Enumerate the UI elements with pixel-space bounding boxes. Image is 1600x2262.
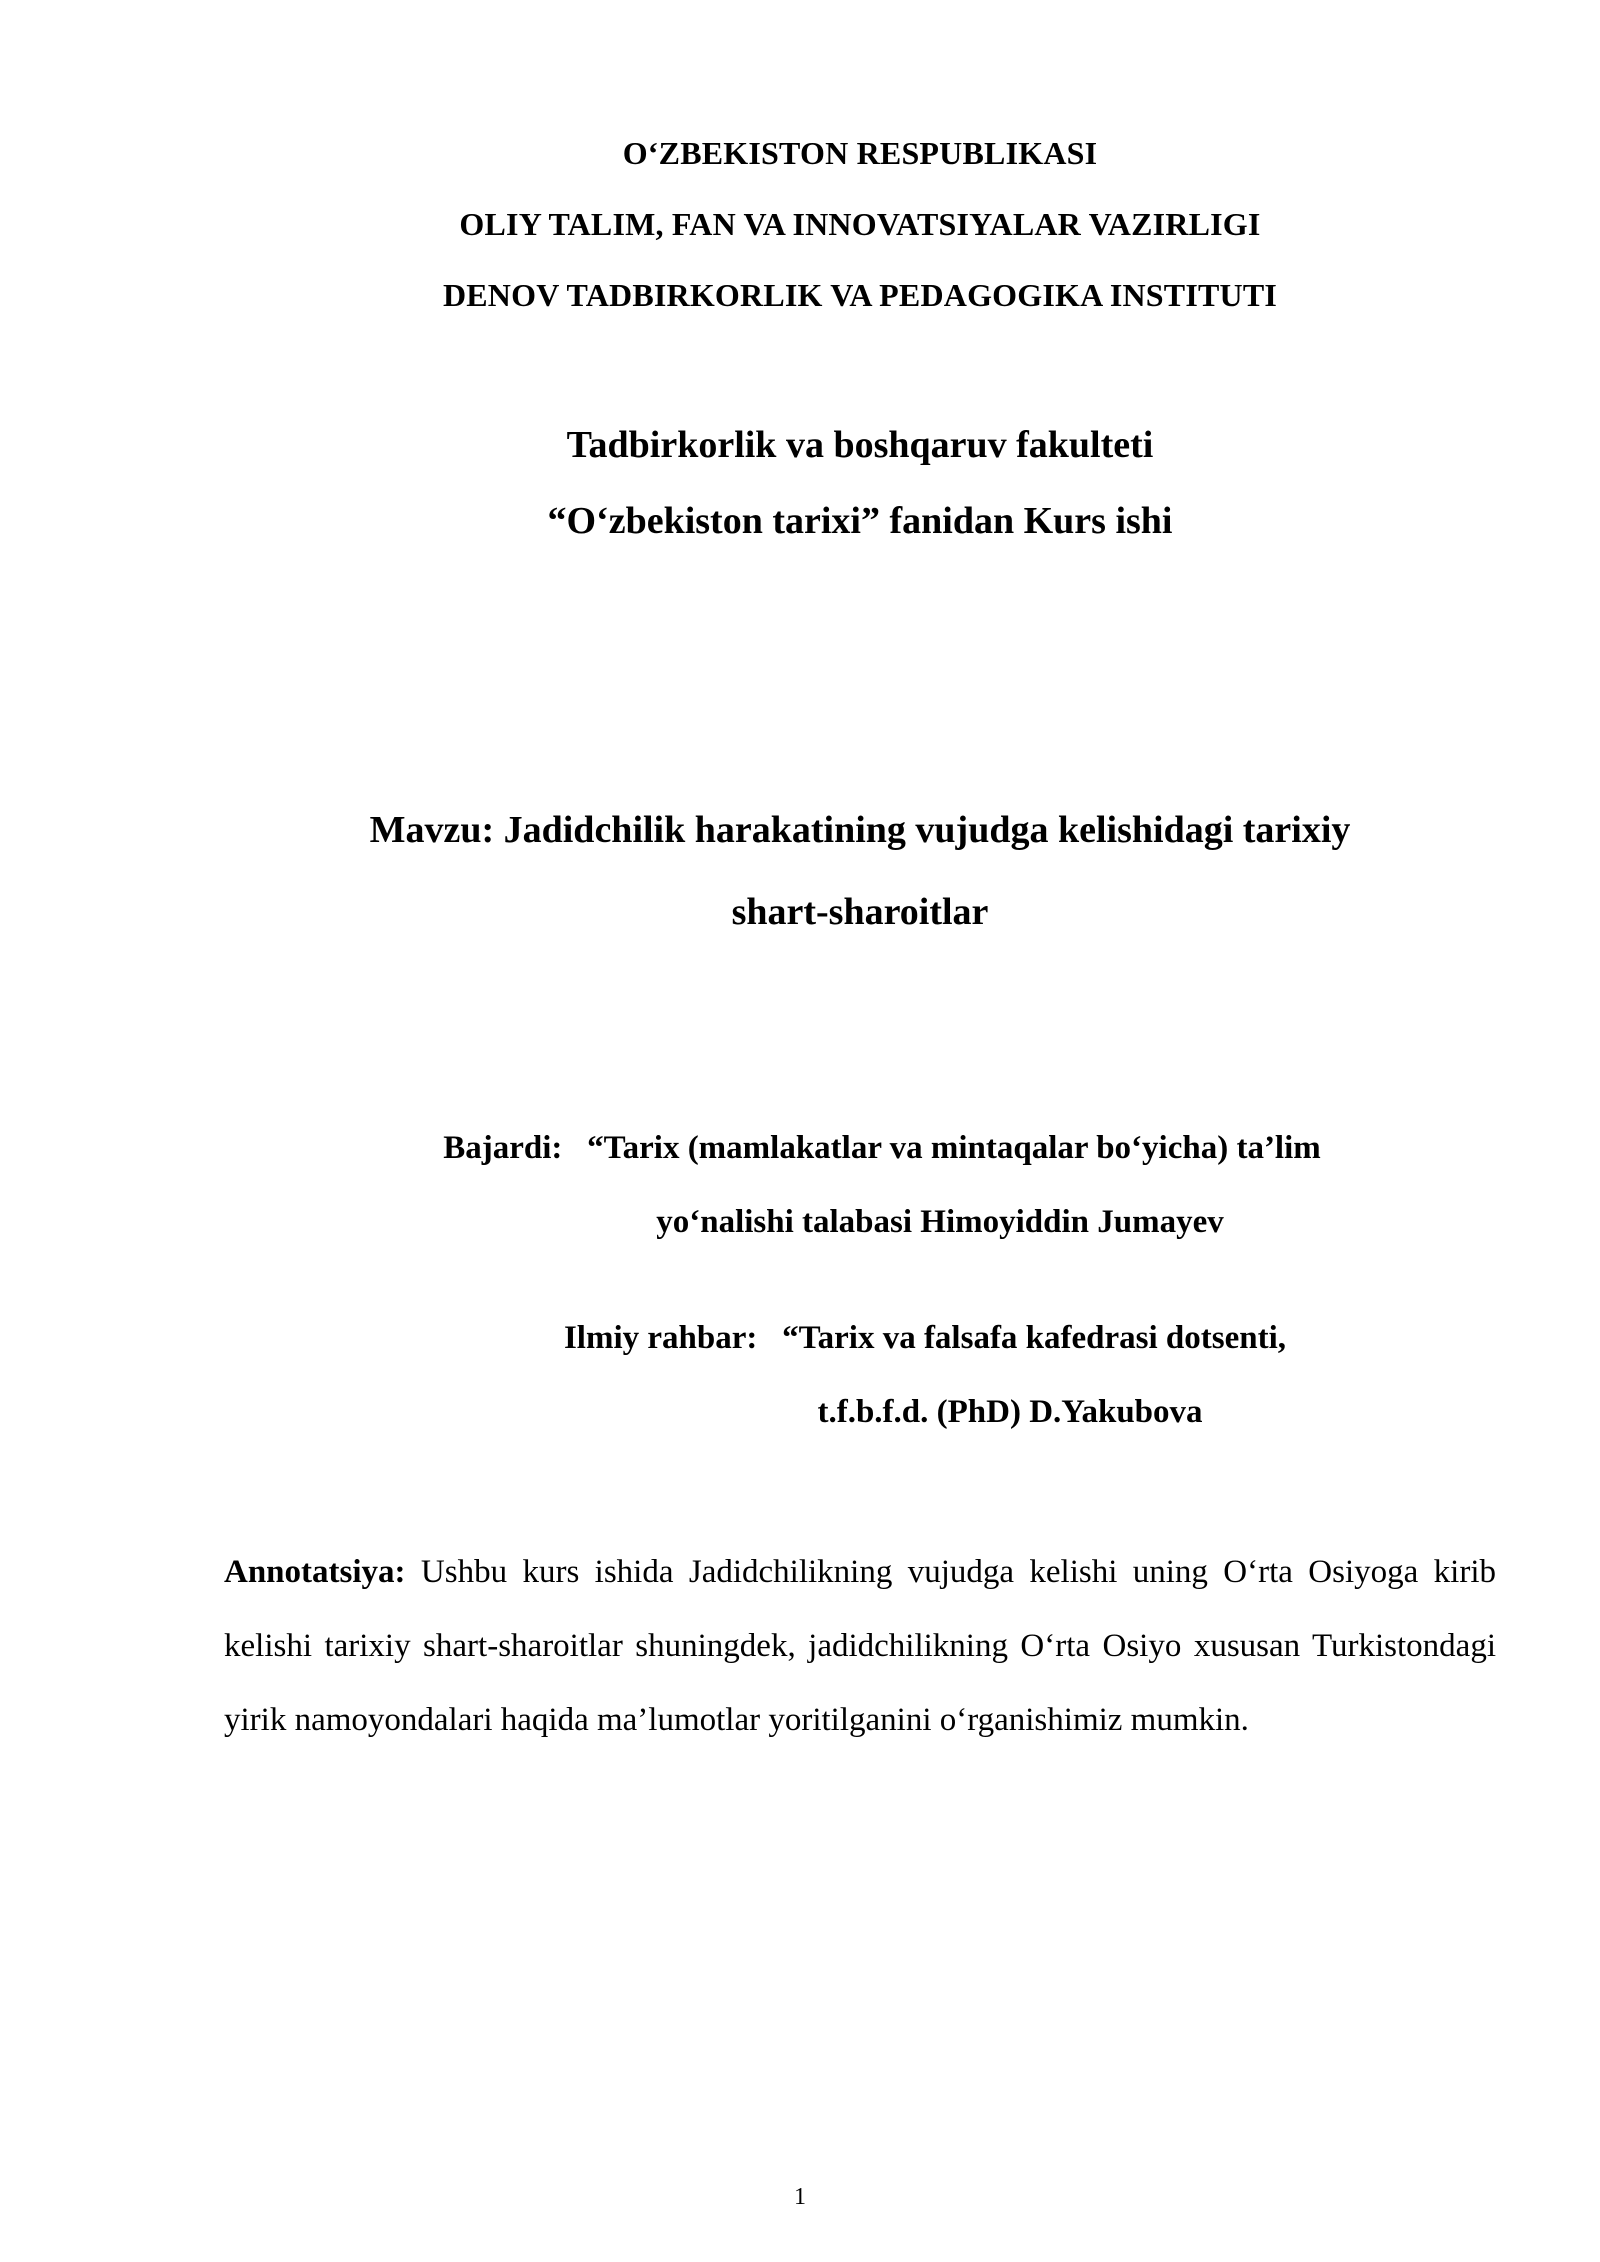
subject-coursework-title: “O‘zbekiston tarixi” fanidan Kurs ishi [547,500,1173,542]
page-content [224,0,1496,1757]
annotation-body: Ushbu kurs ishida Jadidchilikning vujudga kelishi uning O‘rta Osiyoga kirib kelishi tarixiy shart-sharoitlar shuningdek, jadidchilikning O‘rta Osiyo xususan Turkistondagi yirik namoyondalari haqida ma’lumotlar yoritilganini o‘rganishimiz mumkin. [224,1554,1496,1738]
coursework-topic [224,789,1496,953]
institution-header [224,118,1496,331]
page-number: 1 [794,2184,806,2210]
institution-line-institute: DENOV TADBIRKORLIK VA PEDAGOGIKA INSTITUTI [442,277,1278,313]
author-label: Bajardi: [443,1130,563,1166]
topic-line-1: Mavzu: Jadidchilik harakatining vujudga kelishidagi tarixiy [369,809,1351,851]
author-line-2: yo‘nalishi talabasi Himoyiddin Jumayev [656,1204,1224,1240]
author-block [224,1111,1496,1259]
author-program: “Tarix (mamlakatlar va mintaqalar bo‘yicha) ta’lim [587,1130,1321,1166]
supervisor-block [224,1301,1496,1449]
supervisor-label: Ilmiy rahbar: [563,1320,758,1356]
supervisor-position: “Tarix va falsafa kafedrasi dotsenti, [782,1320,1287,1356]
annotation-paragraph [224,1535,1496,1757]
institution-line-republic: O‘ZBEKISTON RESPUBLIKASI [622,135,1098,171]
institution-line-ministry: OLIY TALIM, FAN VA INNOVATSIYALAR VAZIRLIGI [459,206,1261,242]
supervisor-line-2: t.f.b.f.d. (PhD) D.Yakubova [817,1394,1203,1430]
topic-line-2: shart-sharoitlar [731,891,989,933]
faculty-subject-block [224,407,1496,559]
author-line-1 [224,1111,1496,1185]
supervisor-line-1 [224,1301,1496,1375]
annotation-label: Annotatsiya: [224,1554,406,1590]
faculty-name: Tadbirkorlik va boshqaruv fakulteti [566,424,1154,466]
